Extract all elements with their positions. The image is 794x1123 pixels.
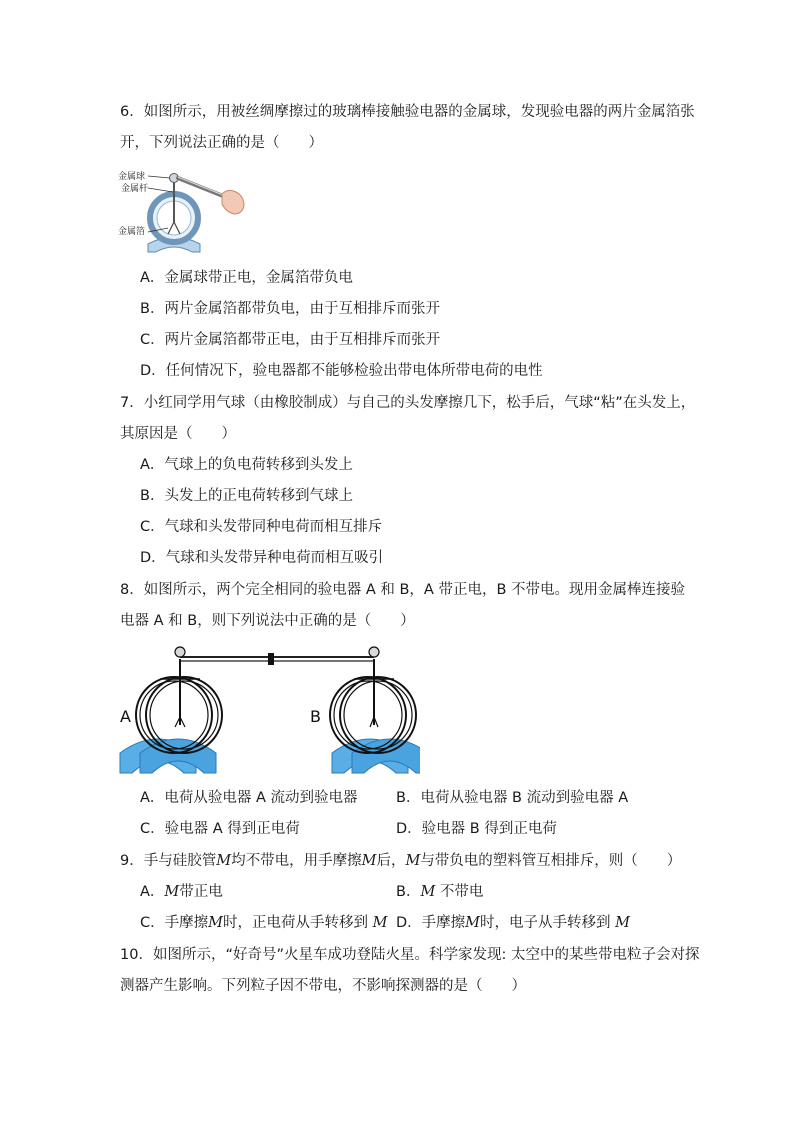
q9-stem-part3: 后， [376,853,406,869]
q8-stem-line2: 电器 A 和 B，则下列说法中正确的是（ ） [120,613,415,629]
q9-option-d-prefix: D．手摩擦 [396,915,466,931]
q9-option-c-text: 时，正电荷从手转移到 [222,915,373,931]
electroscope-figure [118,166,250,258]
label-electroscope-b: B [310,707,321,726]
q9-stem-part1: 9．手与硅胶管 [120,853,217,869]
q9-var-m: M [208,915,223,931]
q7-stem-line2: 其原因是（ ） [120,426,236,442]
q9-var-m: M [164,884,180,900]
q7-option-d: D．气球和头发带异种电荷而相互吸引 [140,550,384,566]
q6-option-b: B．两片金属箔都带负电，由于互相排斥而张开 [140,301,440,317]
two-electroscopes-figure [118,643,420,778]
q9-option-b-prefix: B． [396,884,421,900]
q9-stem-part4: 与带负电的塑料管互相排斥，则（ ） [420,853,682,869]
q9-var-m: M [361,853,377,869]
q10-stem-line1: 10．如图所示，“好奇号”火星车成功登陆火星。科学家发现: 太空中的某些带电粒子会对探 [120,947,700,963]
q9-var-m: M [372,915,388,931]
q9-option-a-prefix: A． [140,884,165,900]
label-ball: 金属球 [118,172,146,182]
q9-var-m: M [405,853,421,869]
q8-option-b: B．电荷从验电器 B 流动到验电器 A [396,790,629,806]
q9-option-b-text: 不带电 [435,884,484,900]
q9-option-d [396,913,630,933]
q6-option-c: C．两片金属箔都带正电，由于互相排斥而张开 [140,332,441,348]
q7-option-c: C．气球和头发带同种电荷而相互排斥 [140,519,383,535]
q7-option-a: A．气球上的负电荷转移到头发上 [140,457,353,473]
q7-option-b: B．头发上的正电荷转移到气球上 [140,488,353,504]
q8-option-d: D．验电器 B 得到正电荷 [396,821,557,837]
q8-stem-line1: 8．如图所示，两个完全相同的验电器 A 和 B，A 带正电，B 不带电。现用金属棒连接验 [120,582,686,598]
q8-option-a: A．电荷从验电器 A 流动到验电器 [140,790,358,806]
q9-option-a [140,882,223,902]
q6-option-a: A．金属球带正电，金属箔带负电 [140,270,353,286]
two-electroscopes-illustration [118,643,420,778]
q9-option-d-text: 时，电子从手转移到 [480,915,616,931]
label-electroscope-a: A [120,707,131,726]
label-rod: 金属杆 [121,184,149,194]
q7-stem-line1: 7．小红同学用气球（由橡胶制成）与自己的头发摩擦几下，松手后，气球“粘”在头发上， [120,395,696,411]
q9-stem-part2: 均不带电，用手摩擦 [231,853,362,869]
q6-stem-line1: 6．如图所示，用被丝绸摩擦过的玻璃棒接触验电器的金属球，发现验电器的两片金属箔张 [120,104,695,120]
q9-var-m: M [465,915,481,931]
q9-option-c [140,913,387,933]
q9-option-a-text: 带正电 [179,884,223,900]
q9-stem [120,851,681,871]
electroscope-illustration [118,166,250,258]
q9-option-c-prefix: C．手摩擦 [140,915,209,931]
q8-option-c: C．验电器 A 得到正电荷 [140,821,300,837]
q9-var-m: M [216,853,232,869]
label-foil: 金属箔 [118,227,146,237]
q9-var-m: M [420,884,436,900]
q6-option-d: D．任何情况下，验电器都不能够检验出带电体所带电荷的电性 [140,363,543,379]
q6-stem-line2: 开，下列说法正确的是（ ） [120,135,323,151]
q9-var-m: M [615,915,630,931]
q9-option-b [396,882,483,902]
q10-stem-line2: 测器产生影响。下列粒子因不带电，不影响探测器的是（ ） [120,978,526,994]
